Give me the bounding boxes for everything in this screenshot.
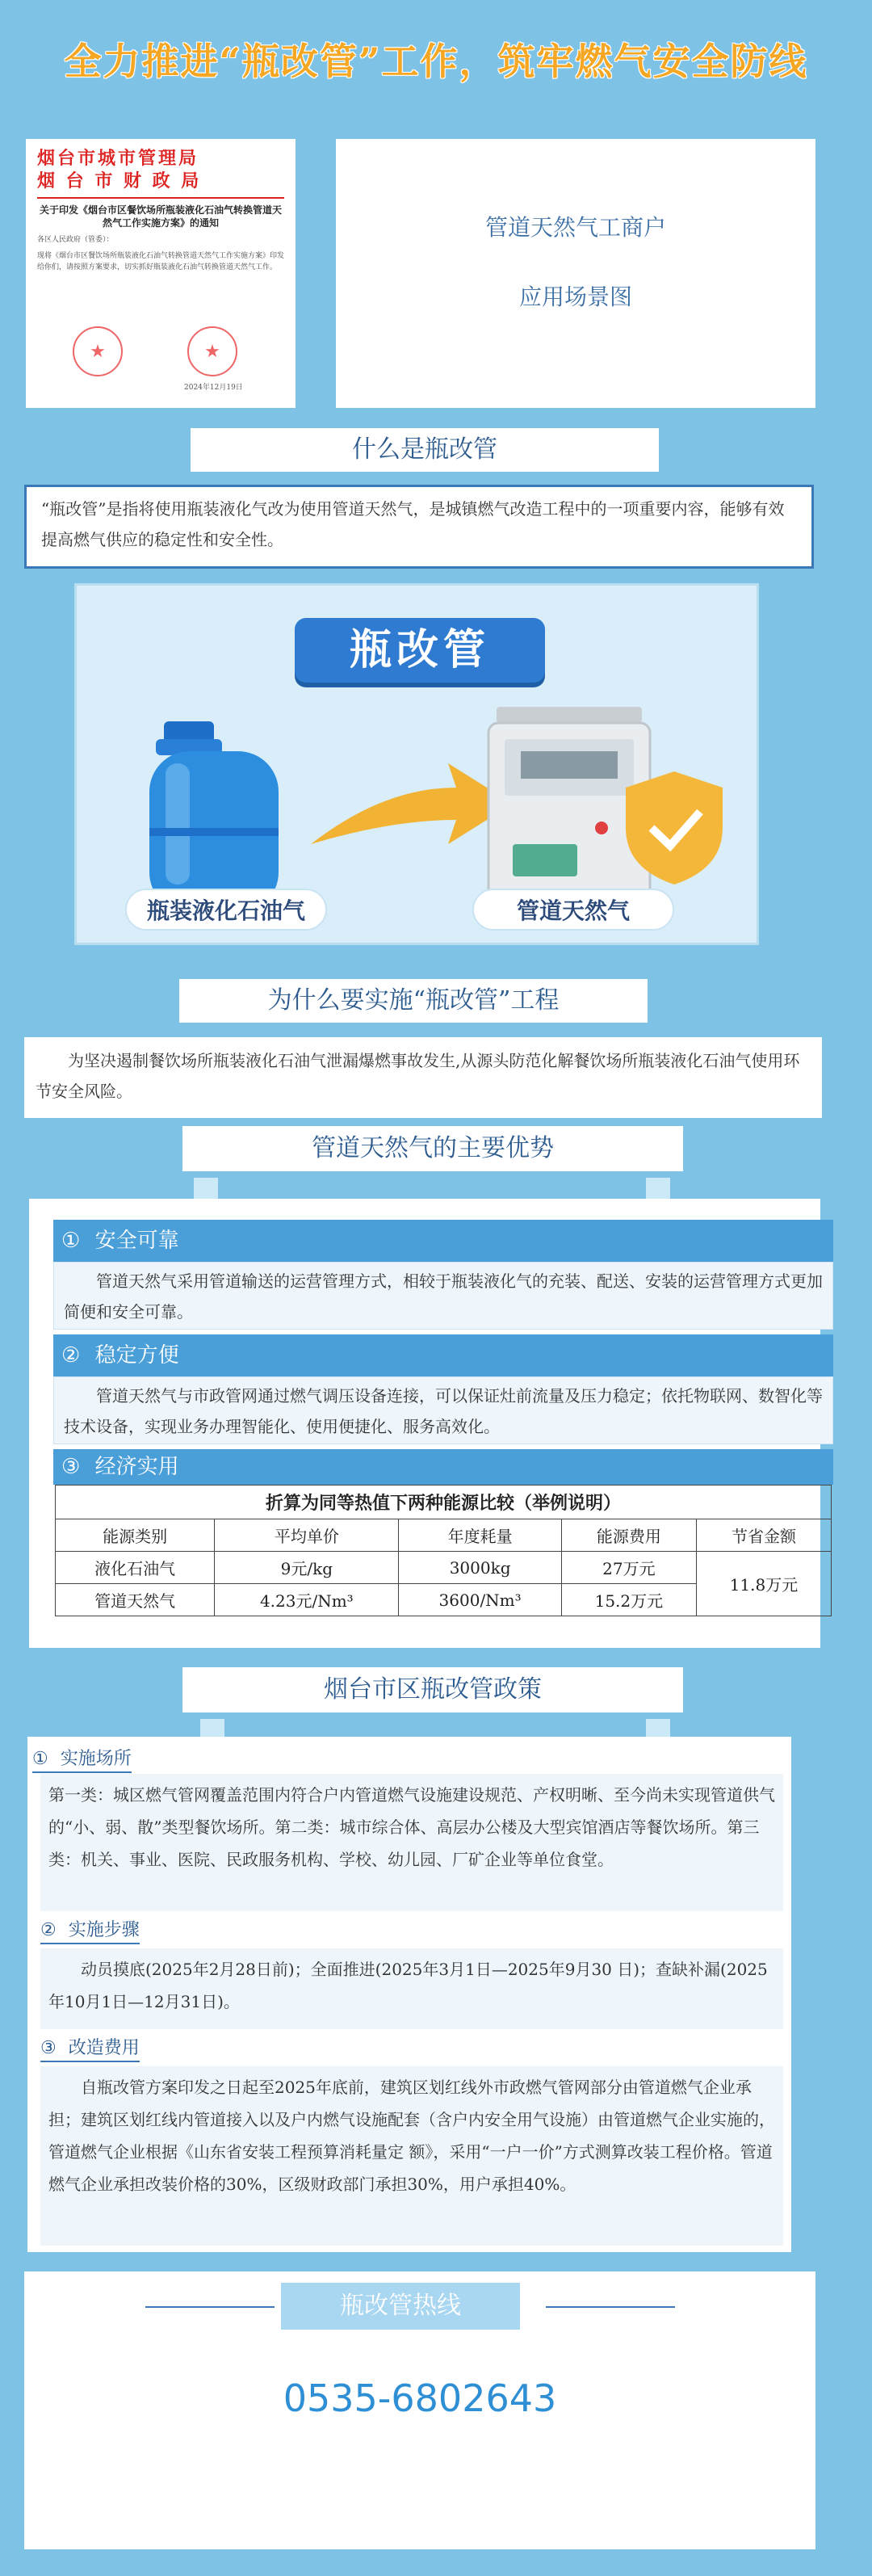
advantages-box <box>29 1199 823 1648</box>
policy-heading: 烟台市区瓶改管政策 <box>182 1667 683 1712</box>
policy-2-text: 动员摸底(2025年2月28日前)；全面推进(2025年3月1日—2025年9月30 日)；查缺补漏(2025 年10月1日—12月31日)。 <box>40 1948 783 2029</box>
doc-org-2: 烟 台 市 财 政 局 <box>37 170 202 191</box>
why-heading: 为什么要实施“瓶改管”工程 <box>179 979 648 1023</box>
comparison-table-wrap <box>53 1485 833 1616</box>
advantage-title: 安全可靠 <box>94 1229 179 1253</box>
policy-title: 改造费用 <box>68 2038 140 2058</box>
policy-title: 实施步骤 <box>68 1920 140 1940</box>
arrow-icon <box>311 763 513 844</box>
table-header: 能源类别 <box>56 1519 215 1552</box>
table-cell: 27万元 <box>561 1552 696 1584</box>
doc-body: 现将《烟台市区餐饮场所瓶装液化石油气转换管道天然气工作实施方案》印发给你们，请按照方案要求，切实抓好瓶装液化石油气转换管道天然气工作。 <box>37 252 285 271</box>
scene-line-1: 管道天然气工商户 <box>484 214 666 241</box>
hotline-divider-left <box>145 2306 275 2308</box>
advantage-num: ③ <box>61 1455 81 1479</box>
policy-3-title <box>40 2034 140 2062</box>
seal-icon: ★ <box>187 326 237 376</box>
doc-org-1: 烟台市城市管理局 <box>37 148 199 169</box>
table-header-row <box>56 1519 832 1552</box>
hotline-divider-right <box>546 2306 675 2308</box>
doc-date: 2024年12月19日 <box>184 384 243 392</box>
what-text: “瓶改管”是指将使用瓶装液化气改为使用管道天然气，是城镇燃气改造工程中的一项重要内容，能够有效提高燃气供应的稳定性和安全性。 <box>24 485 814 569</box>
saving-cell: 11.8万元 <box>696 1552 831 1616</box>
doc-subject: 关于印发《烟台市区餐饮场所瓶装液化石油气转换管道天然气工作实施方案》的通知 <box>39 204 282 229</box>
advantage-num: ① <box>61 1229 81 1253</box>
policy-3-text: 自瓶改管方案印发之日起至2025年底前，建筑区划红线外市政燃气管网部分由管道燃气企业承担；建筑区划红线内管道接入以及户内燃气设施配套（含户内安全用气设施）由管道燃气企业实施的，管道燃气企业根据《山东省安装工程预算消耗量定 额》，采用“一户一价”方式测算改装工程价格。管道燃气企业承担改装价格的30%，区级财政部门承担30%，用户承担40%。 <box>40 2066 783 2246</box>
hotline-phone[interactable]: 0535-6802643 <box>283 2376 557 2420</box>
advantage-3-header <box>53 1449 833 1485</box>
table-header: 年度耗量 <box>399 1519 561 1552</box>
seal-icon: ★ <box>73 326 123 376</box>
illustration-banner: 瓶改管 <box>295 618 545 683</box>
connector-square <box>646 1178 670 1200</box>
policy-title: 实施场所 <box>60 1749 132 1769</box>
table-cell: 4.23元/Nm³ <box>215 1584 399 1616</box>
policy-2-title <box>40 1916 140 1944</box>
policy-1-title <box>32 1745 132 1773</box>
comparison-table <box>55 1485 832 1616</box>
gas-cylinder-icon <box>149 721 279 913</box>
advantages-heading: 管道天然气的主要优势 <box>182 1126 683 1171</box>
page-title: 全力推进“瓶改管”工作，筑牢燃气安全防线 <box>64 40 808 83</box>
connector-square <box>194 1178 218 1200</box>
table-cell: 3000kg <box>399 1552 561 1584</box>
table-cell: 管道天然气 <box>56 1584 215 1616</box>
policy-box <box>27 1737 791 2252</box>
scene-card <box>336 139 815 408</box>
policy-num: ① <box>32 1749 48 1769</box>
table-header: 平均单价 <box>215 1519 399 1552</box>
hotline-box <box>24 2271 815 2549</box>
lpg-label: 瓶装液化石油气 <box>125 889 327 931</box>
table-row <box>56 1552 832 1584</box>
advantage-1-header <box>53 1220 833 1262</box>
advantage-2-text: 管道天然气与市政管网通过燃气调压设备连接，可以保证灶前流量及压力稳定；依托物联网、数智化等技术设备，实现业务办理智能化、使用便捷化、服务高效化。 <box>53 1376 833 1444</box>
policy-1-text: 第一类：城区燃气管网覆盖范围内符合户内管道燃气设施建设规范、产权明晰、至今尚未实现管道供气的“小、弱、散”类型餐饮场所。第二类：城市综合体、高层办公楼及大型宾馆酒店等餐饮场所。第三类：机关、事业、医院、民政服务机构、学校、幼儿园、厂矿企业等单位食堂。 <box>40 1774 783 1911</box>
official-document-image <box>26 139 296 408</box>
what-heading: 什么是瓶改管 <box>191 428 659 472</box>
advantage-num: ② <box>61 1343 81 1368</box>
advantage-title: 经济实用 <box>94 1455 179 1479</box>
table-cell: 液化石油气 <box>56 1552 215 1584</box>
doc-divider <box>37 197 284 199</box>
advantage-2-header <box>53 1334 833 1376</box>
table-title: 折算为同等热值下两种能源比较（举例说明） <box>56 1486 832 1519</box>
hotline-label: 瓶改管热线 <box>281 2283 520 2330</box>
natural-gas-label: 管道天然气 <box>472 889 674 931</box>
why-text: 为坚决遏制餐饮场所瓶装液化石油气泄漏爆燃事故发生,从源头防范化解餐饮场所瓶装液化石油气使用环节安全风险。 <box>24 1037 822 1118</box>
table-header: 节省金额 <box>696 1519 831 1552</box>
table-header: 能源费用 <box>561 1519 696 1552</box>
doc-greeting: 各区人民政府（管委）： <box>37 236 114 244</box>
bottle-to-pipe-illustration <box>74 583 759 945</box>
policy-num: ② <box>40 1920 57 1940</box>
table-cell: 9元/kg <box>215 1552 399 1584</box>
scene-line-2: 应用场景图 <box>518 284 632 310</box>
policy-num: ③ <box>40 2038 57 2058</box>
table-cell: 3600/Nm³ <box>399 1584 561 1616</box>
advantage-title: 稳定方便 <box>94 1343 179 1368</box>
table-cell: 15.2万元 <box>561 1584 696 1616</box>
advantage-1-text: 管道天然气采用管道输送的运营管理方式，相较于瓶装液化气的充装、配送、安装的运营管理方式更加简便和安全可靠。 <box>53 1262 833 1330</box>
